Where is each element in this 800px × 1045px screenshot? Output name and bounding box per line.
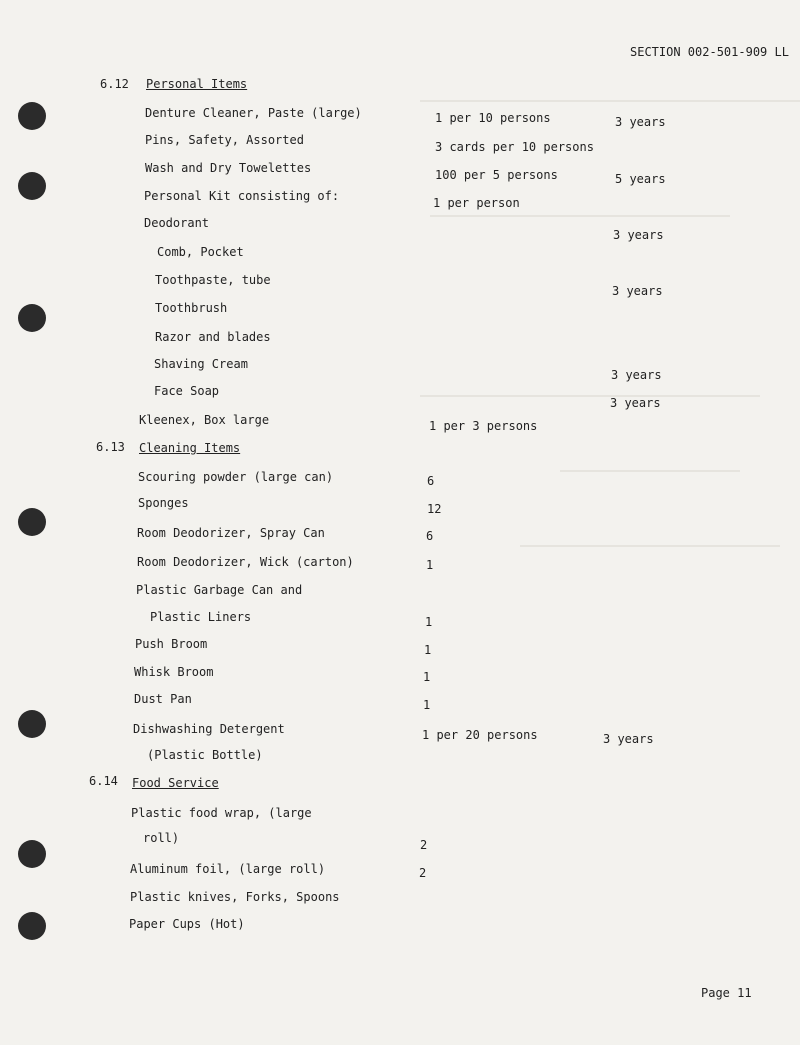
item-name: Dust Pan <box>134 692 192 706</box>
item-name: Plastic Liners <box>150 610 252 624</box>
item-shelf-life: 3 years <box>610 396 661 410</box>
item-name: (Plastic Bottle) <box>147 748 263 762</box>
section-number: 6.12 <box>100 77 129 91</box>
section-header: SECTION 002-501-909 LL <box>630 45 789 59</box>
item-name: Personal Kit consisting of: <box>144 189 340 203</box>
item-name: Razor and blades <box>155 330 271 344</box>
item-quantity: 1 per 3 persons <box>429 419 538 433</box>
section-number: 6.13 <box>96 440 125 454</box>
item-quantity: 6 <box>427 474 435 488</box>
page-number: Page 11 <box>701 986 752 1000</box>
item-name: Room Deodorizer, Spray Can <box>137 526 325 540</box>
binder-hole <box>18 912 46 940</box>
binder-hole <box>18 710 46 738</box>
section-title: Cleaning Items <box>139 441 241 455</box>
section-title: Personal Items <box>146 77 248 91</box>
item-quantity: 1 <box>425 615 433 629</box>
item-quantity: 100 per 5 persons <box>435 168 558 182</box>
item-shelf-life: 3 years <box>611 368 662 382</box>
item-quantity: 1 per 10 persons <box>435 111 551 125</box>
item-name: Kleenex, Box large <box>139 413 270 427</box>
binder-hole <box>18 172 46 200</box>
item-quantity: 1 per 20 persons <box>422 728 538 742</box>
item-name: Plastic food wrap, (large <box>131 806 312 820</box>
item-name: Pins, Safety, Assorted <box>145 133 304 147</box>
item-quantity: 1 <box>426 558 434 572</box>
item-name: Paper Cups (Hot) <box>129 917 245 931</box>
section-title: Food Service <box>132 776 219 790</box>
item-name: Scouring powder (large can) <box>138 470 334 484</box>
item-quantity: 2 <box>419 866 427 880</box>
item-name: Plastic knives, Forks, Spoons <box>130 890 340 904</box>
item-name: Denture Cleaner, Paste (large) <box>145 106 362 120</box>
item-name: Wash and Dry Towelettes <box>145 161 312 175</box>
item-quantity: 1 <box>424 643 432 657</box>
item-name: Shaving Cream <box>154 357 248 371</box>
binder-hole <box>18 304 46 332</box>
item-quantity: 6 <box>426 529 434 543</box>
item-name: Sponges <box>138 496 189 510</box>
item-name: Toothbrush <box>155 301 228 315</box>
item-quantity: 2 <box>420 838 428 852</box>
item-name: roll) <box>143 831 180 845</box>
item-name: Whisk Broom <box>134 665 214 679</box>
section-number: 6.14 <box>89 774 118 788</box>
item-name: Deodorant <box>144 216 210 230</box>
item-name: Dishwashing Detergent <box>133 722 285 736</box>
item-shelf-life: 3 years <box>603 732 654 746</box>
item-shelf-life: 3 years <box>615 115 666 129</box>
item-shelf-life: 3 years <box>613 228 664 242</box>
item-name: Push Broom <box>135 637 208 651</box>
binder-hole <box>18 102 46 130</box>
item-quantity: 1 <box>423 670 431 684</box>
item-name: Room Deodorizer, Wick (carton) <box>137 555 354 569</box>
item-quantity: 1 per person <box>433 196 520 210</box>
item-name: Toothpaste, tube <box>155 273 271 287</box>
item-quantity: 12 <box>427 502 442 516</box>
item-name: Comb, Pocket <box>157 245 244 259</box>
item-quantity: 1 <box>423 698 431 712</box>
item-name: Face Soap <box>154 384 220 398</box>
binder-hole <box>18 508 46 536</box>
item-quantity: 3 cards per 10 persons <box>435 140 594 154</box>
item-name: Aluminum foil, (large roll) <box>130 862 326 876</box>
item-shelf-life: 5 years <box>615 172 666 186</box>
item-shelf-life: 3 years <box>612 284 663 298</box>
item-name: Plastic Garbage Can and <box>136 583 303 597</box>
binder-hole <box>18 840 46 868</box>
